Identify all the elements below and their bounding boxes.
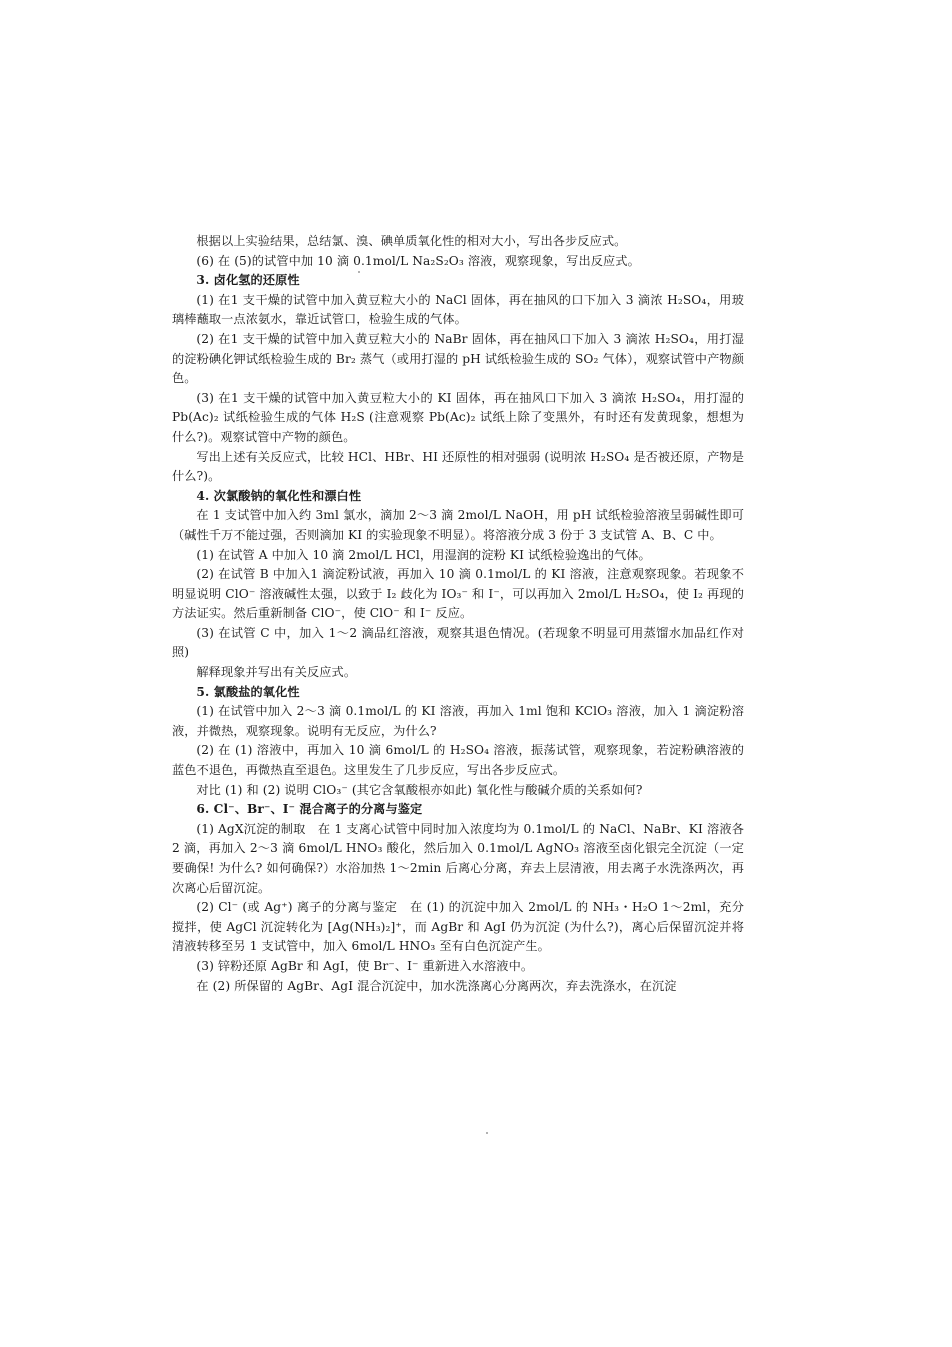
section-4-step-3: (3) 在试管 C 中，加入 1～2 滴品红溶液，观察其退色情况。(若现象不明显可用蒸馏水加品红作对照) bbox=[172, 625, 744, 660]
section-heading-3: 3. 卤化氢的还原性 bbox=[196, 273, 300, 288]
section-6-step-1: (1) AgX沉淀的制取 在 1 支离心试管中同时加入浓度均为 0.1mol/L 的 NaCl、NaBr、KI 溶液各 2 滴，再加入 2～3 滴 6mol/L HNO₃ 酸化，然后加入 0.1mol/L AgNO₃ 溶液至卤化银完全沉淀（一定要确保! 为什么? 如何确保?）水浴加热 1～2min 后离心分离，弃去上层清液，用去离子水洗涤两次，再次离心后留沉淀。 bbox=[172, 821, 744, 895]
section-5-summary: 对比 (1) 和 (2) 说明 ClO₃⁻ (其它含氧酸根亦如此) 氧化性与酸碱介质的关系如何? bbox=[196, 782, 643, 797]
section-6-step-3: (3) 锌粉还原 AgBr 和 AgI，使 Br⁻、I⁻ 重新进入水溶液中。 bbox=[196, 958, 534, 973]
section-3-step-2: (2) 在1 支干燥的试管中加入黄豆粒大小的 NaBr 固体，再在抽风口下加入 3 滴浓 H₂SO₄，用打湿的淀粉碘化钾试纸检验生成的 Br₂ 蒸气（或用打湿的 pH 试纸检验生成的 SO₂ 气体），观察试管中产物颜色。 bbox=[172, 331, 744, 386]
section-4-summary: 解释现象并写出有关反应式。 bbox=[196, 665, 357, 680]
section-3-step-1: (1) 在1 支干燥的试管中加入黄豆粒大小的 NaCl 固体，再在抽风的口下加入 3 滴浓 H₂SO₄，用玻璃棒蘸取一点浓氨水，靠近试管口，检验生成的气体。 bbox=[172, 292, 744, 327]
section-3-step-3: (3) 在1 支干燥的试管中加入黄豆粒大小的 KI 固体，再在抽风口下加入 3 滴浓 H₂SO₄，用打湿的 Pb(Ac)₂ 试纸检验生成的气体 H₂S (注意观察 Pb(Ac)₂ 试纸上除了变黑外，有时还有发黄现象，想想为什么?)。观察试管中产物的颜色。 bbox=[172, 390, 744, 444]
section-heading-5: 5. 氯酸盐的氧化性 bbox=[196, 684, 300, 699]
scan-speck bbox=[358, 271, 360, 273]
section-6-continued: 在 (2) 所保留的 AgBr、AgI 混合沉淀中，加水洗涤离心分离两次，弃去洗涤水，在沉淀 bbox=[196, 978, 677, 993]
section-5-step-1: (1) 在试管中加入 2～3 滴 0.1mol/L 的 KI 溶液，再加入 1ml 饱和 KClO₃ 溶液，加入 1 滴淀粉溶液，并微热，观察现象。说明有无反应，为什么? bbox=[172, 704, 744, 738]
section-5-step-2: (2) 在 (1) 溶液中，再加入 10 滴 6mol/L 的 H₂SO₄ 溶液，振荡试管，观察现象，若淀粉碘溶液的蓝色不退色，再微热直至退色。这里发生了几步反应，写出各步反应式。 bbox=[172, 743, 744, 778]
step-6: (6) 在 (5)的试管中加 10 滴 0.1mol/L Na₂S₂O₃ 溶液，观察现象，写出反应式。 bbox=[196, 253, 640, 268]
section-4-step-2: (2) 在试管 B 中加入1 滴淀粉试液，再加入 10 滴 0.1mol/L 的 KI 溶液，注意观察现象。若现象不明显说明 ClO⁻ 溶液碱性太强，以致于 I₂ 歧化为 IO₃⁻ 和 I⁻，可以再加入 2mol/L H₂SO₄，使 I₂ 再现的方法证实。然后重新制备 ClO⁻，使 ClO⁻ 和 I⁻ 反应。 bbox=[172, 567, 744, 621]
section-heading-4: 4. 次氯酸钠的氧化性和漂白性 bbox=[196, 488, 362, 503]
paragraph-summary: 根据以上实验结果，总结氯、溴、碘单质氧化性的相对大小，写出各步反应式。 bbox=[196, 234, 627, 248]
section-6-step-2: (2) Cl⁻ (或 Ag⁺) 离子的分离与鉴定 在 (1) 的沉淀中加入 2mol/L 的 NH₃・H₂O 1～2ml，充分搅拌，使 AgCl 沉淀转化为 [Ag(NH₃)₂]⁺，而 AgBr 和 AgI 仍为沉淀 (为什么?)，离心后保留沉淀并将清液转移至另 1 支试管中，加入 6mol/L HNO₃ 至有白色沉淀产生。 bbox=[172, 900, 744, 954]
page-body-text bbox=[172, 232, 744, 996]
section-4-step-1: (1) 在试管 A 中加入 10 滴 2mol/L HCl，用湿润的淀粉 KI 试纸检验逸出的气体。 bbox=[196, 547, 651, 562]
section-3-summary: 写出上述有关反应式，比较 HCl、HBr、HI 还原性的相对强弱 (说明浓 H₂SO₄ 是否被还原，产物是什么?)。 bbox=[172, 449, 744, 484]
section-4-intro: 在 1 支试管中加入约 3ml 氯水，滴加 2～3 滴 2mol/L NaOH，用 pH 试纸检验溶液呈弱碱性即可（碱性千万不能过强，否则滴加 KI 的实验现象不明显）。将溶液分成 3 份于 3 支试管 A、B、C 中。 bbox=[172, 508, 744, 542]
section-heading-6: 6. Cl⁻、Br⁻、I⁻ 混合离子的分离与鉴定 bbox=[196, 802, 423, 817]
scan-speck bbox=[486, 1132, 488, 1134]
